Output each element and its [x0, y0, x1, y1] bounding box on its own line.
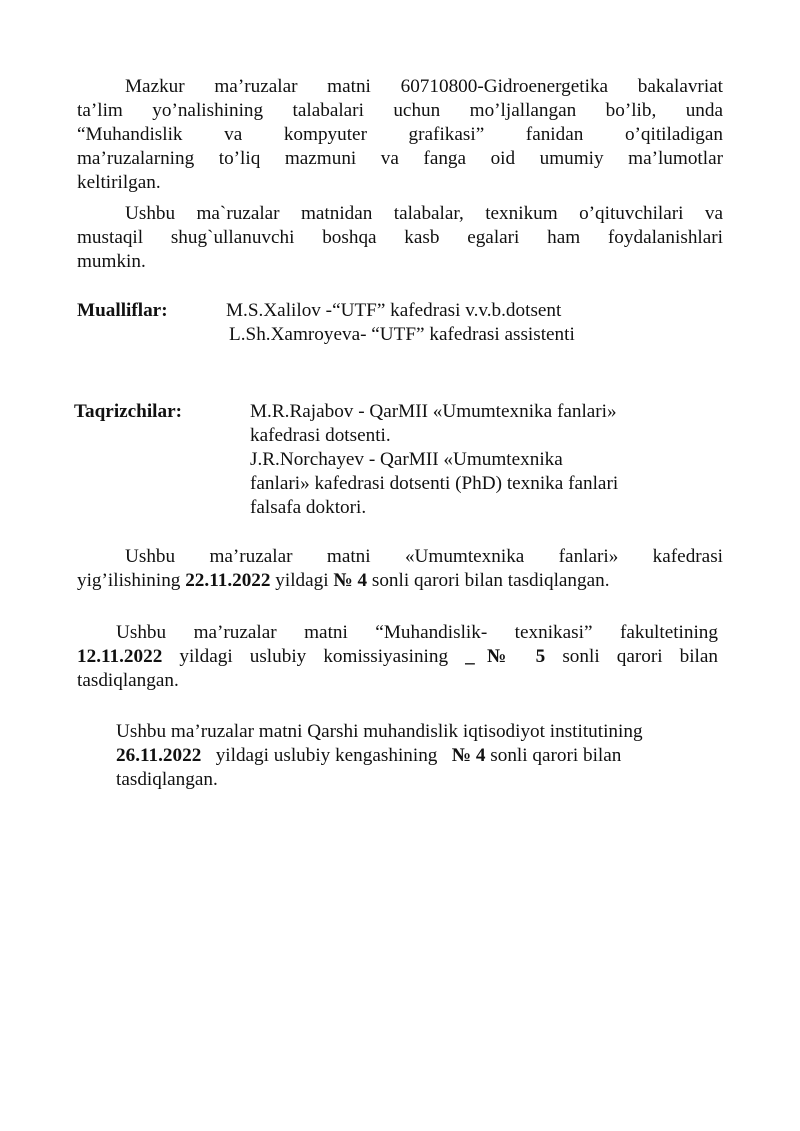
reviewer-line-1: M.R.Rajabov - QarMII «Umumtexnika fanlari»: [250, 401, 617, 422]
reviewers-label: Taqrizchilar:: [74, 401, 183, 422]
approval3-line-1: Ushbu ma’ruzalar matni Qarshi muhandislik iqtisodiyot institutining: [116, 721, 643, 742]
approval1-number: № 4: [333, 570, 368, 591]
approval1-line-2: [77, 569, 723, 593]
approval2-number: _№ 5: [465, 646, 546, 667]
reviewer-line-4: fanlari» kafedrasi dotsenti (PhD) texnika fanlari: [250, 473, 619, 494]
approval3-line-2: [116, 744, 736, 768]
approval2-line-2: [77, 645, 718, 669]
approval2-mid: yildagi uslubiy komissiyasining: [162, 646, 466, 667]
intro-p1-line-2: ta’lim yo’nalishining talabalari uchun mo’ljallangan bo’lib, unda: [77, 100, 723, 121]
approval-paragraph-3: [116, 720, 736, 792]
approval1-mid: yildagi: [270, 570, 334, 591]
approval3-date: 26.11.2022: [116, 745, 202, 766]
approval3-post: sonli qarori bilan: [485, 745, 622, 766]
approval1-pre: yig’ilishining: [77, 570, 186, 591]
intro-p1-line-1: Mazkur ma’ruzalar matni 60710800-Gidroenergetika bakalavriat: [125, 76, 723, 97]
intro-p1-line-5: keltirilgan.: [77, 172, 161, 193]
intro-p2-line-1: Ushbu ma`ruzalar matnidan talabalar, texnikum o’qituvchilari va: [125, 203, 723, 224]
approval3-number: № 4: [451, 745, 486, 766]
intro-paragraph-1: [77, 75, 723, 195]
reviewer-line-2: kafedrasi dotsenti.: [250, 425, 391, 446]
authors-label: Mualliflar:: [77, 300, 168, 321]
reviewer-line-5: falsafa doktori.: [250, 497, 367, 518]
approval3-line-3: tasdiqlangan.: [116, 769, 218, 790]
approval3-mid: yildagi uslubiy kengashining: [201, 745, 452, 766]
approval1-date: 22.11.2022: [185, 570, 271, 591]
intro-p2-line-2: mustaqil shug`ullanuvchi boshqa kasb egalari ham foydalanishlari: [77, 227, 723, 248]
intro-p1-line-4: ma’ruzalarning to’liq mazmuni va fanga oid umumiy ma’lumotlar: [77, 148, 723, 169]
approval-paragraph-1: [77, 545, 723, 593]
approval2-line-3: tasdiqlangan.: [77, 670, 179, 691]
intro-paragraph-2: [77, 202, 723, 274]
reviewer-line-3: J.R.Norchayev - QarMII «Umumtexnika: [250, 449, 563, 470]
approval1-post: sonli qarori bilan tasdiqlangan.: [367, 570, 610, 591]
authors-list: [226, 299, 575, 347]
approval-paragraph-2: [77, 621, 718, 693]
approval2-line-1: Ushbu ma’ruzalar matni “Muhandislik- texnikasi” fakultetining: [116, 622, 718, 643]
author-2: L.Sh.Xamroyeva- “UTF” kafedrasi assistenti: [229, 324, 575, 345]
approval2-post: sonli qarori bilan: [545, 646, 718, 667]
intro-p1-line-3: “Muhandislik va kompyuter grafikasi” fanidan o’qitiladigan: [77, 124, 723, 145]
approval2-date: 12.11.2022: [77, 646, 163, 667]
approval1-line-1: Ushbu ma’ruzalar matni «Umumtexnika fanlari» kafedrasi: [125, 546, 723, 567]
intro-p2-line-3: mumkin.: [77, 251, 146, 272]
reviewers-list: [250, 400, 618, 520]
author-1: M.S.Xalilov -“UTF” kafedrasi v.v.b.dotsent: [226, 300, 562, 321]
